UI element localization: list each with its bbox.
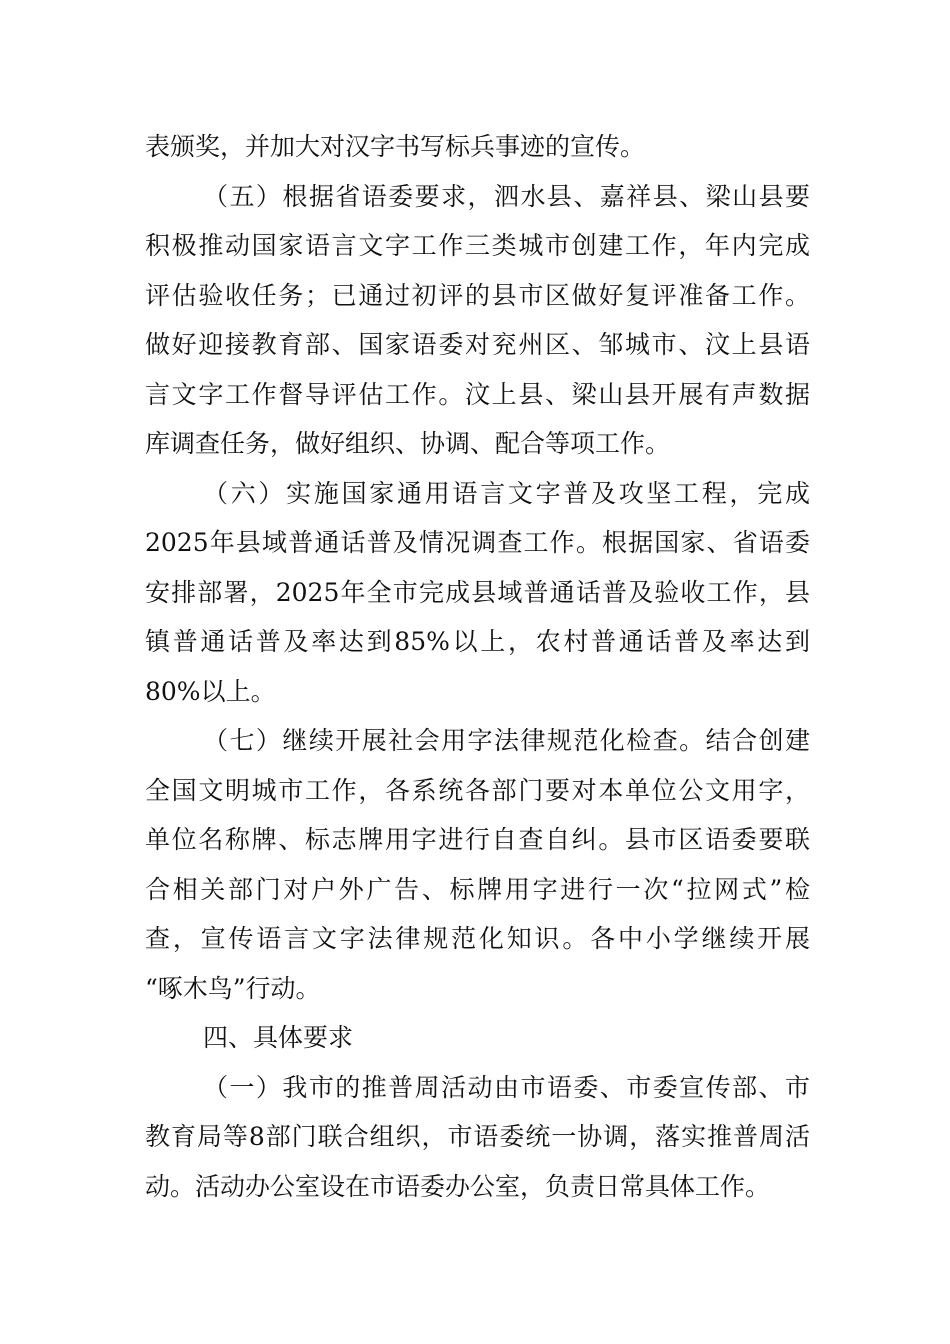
text-line: 言文字工作督导评估工作。汶上县、梁山县开展有声数据 [145,379,810,409]
section-heading: 四、具体要求 [203,1023,354,1052]
text-line: 全国文明城市工作，各系统各部门要对本单位公文用字， [145,775,810,805]
text-line: （五）根据省语委要求，泗水县、嘉祥县、梁山县要 [203,181,810,211]
text-line: 动。活动办公室设在市语委办公室，负责日常具体工作。 [145,1171,771,1201]
text-line: 做好迎接教育部、国家语委对兖州区、邹城市、汶上县语 [145,330,810,359]
text-line: 2025年县域普通话普及情况调查工作。根据国家、省语委 [145,528,810,557]
document-body [145,122,810,1211]
text-line: （七）继续开展社会用字法律规范化检查。结合创建 [203,726,810,755]
text-line: 80%以上。 [145,676,276,706]
text-line: 库调查任务，做好组织、协调、配合等项工作。 [145,429,671,458]
text-line: 合相关部门对户外广告、标牌用字进行一次“拉网式”检 [145,874,810,904]
text-line: 查，宣传语言文字法律规范化知识。各中小学继续开展 [145,924,810,953]
text-line: 安排部署，2025年全市完成县域普通话普及验收工作，县 [145,577,810,607]
text-line: 积极推动国家语言文字工作三类城市创建工作，年内完成 [145,231,810,260]
text-line: 单位名称牌、标志牌用字进行自查自纠。县市区语委要联 [145,825,810,854]
text-line: “啄木鸟”行动。 [145,973,321,1003]
text-line: 镇普通话普及率达到85%以上，农村普通话普及率达到 [145,627,810,656]
text-line: （六）实施国家通用语言文字普及攻坚工程，完成 [203,478,810,508]
text-line: 教育局等8部门联合组织，市语委统一协调，落实推普周活 [145,1122,810,1151]
text-line: 表颁奖，并加大对汉字书写标兵事迹的宣传。 [145,132,646,161]
text-line: 评估验收任务；已通过初评的县市区做好复评准备工作。 [145,280,810,310]
text-line: （一）我市的推普周活动由市语委、市委宣传部、市 [203,1072,810,1102]
